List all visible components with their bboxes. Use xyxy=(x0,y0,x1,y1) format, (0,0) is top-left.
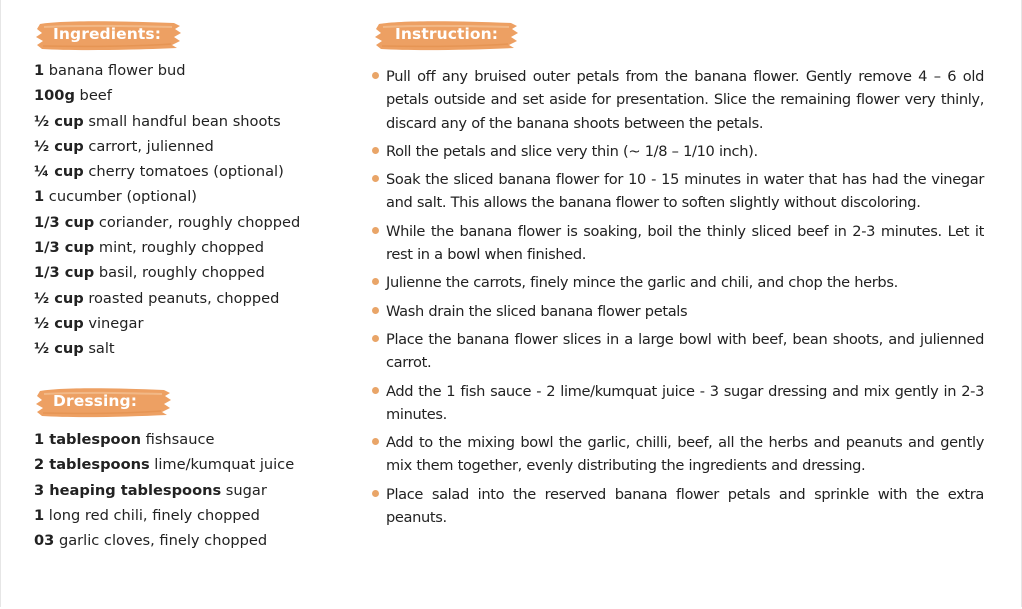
instruction-step-text: Add to the mixing bowl the garlic, chilli, beef, all the herbs and peanuts and gently mix them together, evenly distributing the ingredients and dressing. xyxy=(386,434,984,475)
ingredient-item-text: basil, roughly chopped xyxy=(94,264,265,282)
dressing-item xyxy=(34,503,294,528)
instruction-step xyxy=(372,380,984,427)
dressing-item-text: fishsauce xyxy=(140,431,215,448)
instruction-step-text: Julienne the carrots, finely mince the garlic and chili, and chop the herbs. xyxy=(386,274,898,292)
ingredient-item xyxy=(34,260,300,285)
instruction-step xyxy=(372,431,984,478)
bullet-dot-icon xyxy=(372,278,379,285)
ingredient-item-quantity: 1/3 cup xyxy=(34,239,95,257)
ingredient-item xyxy=(34,83,300,108)
ingredient-item-text: banana flower bud xyxy=(44,62,186,79)
ingredient-item xyxy=(34,134,300,159)
ingredient-item xyxy=(34,58,300,83)
dressing-item xyxy=(34,478,294,503)
instruction-step xyxy=(372,220,984,267)
ingredient-item-quantity: 1 xyxy=(34,188,45,206)
dressing-item-quantity: 2 tablespoons xyxy=(34,456,150,474)
ingredient-item xyxy=(34,336,300,361)
instruction-heading-badge xyxy=(373,18,521,52)
ingredient-item-text: cherry tomatoes (optional) xyxy=(83,163,284,181)
ingredient-item-text: salt xyxy=(83,340,115,358)
instruction-step xyxy=(372,300,984,323)
instruction-step-text: Pull off any bruised outer petals from the banana flower. Gently remove 4 – 6 old petals outside and set aside for presentation. Slice the remaining flower very thinly, discard any of the banana shoots between the petals. xyxy=(386,68,984,132)
instruction-heading: Instruction: xyxy=(395,25,499,43)
instruction-step-text: Place the banana flower slices in a large bowl with beef, bean shoots, and julienned carrot. xyxy=(386,330,984,372)
dressing-item-quantity: 1 xyxy=(34,506,45,524)
ingredient-item-text: carrort, julienned xyxy=(83,137,214,155)
bullet-dot-icon xyxy=(372,335,379,342)
ingredient-item-text: roasted peanuts, chopped xyxy=(83,289,280,307)
dressing-item-text: sugar xyxy=(221,481,267,499)
instruction-step xyxy=(372,168,984,215)
ingredient-item-text: coriander, roughly chopped xyxy=(94,213,301,231)
bullet-dot-icon xyxy=(372,438,379,445)
ingredient-item xyxy=(34,235,300,260)
dressing-item xyxy=(34,452,294,477)
ingredient-item xyxy=(34,109,300,134)
dressing-item-quantity: 3 heaping tablespoons xyxy=(34,481,222,499)
ingredient-item-text: cucumber (optional) xyxy=(44,188,197,206)
ingredient-item-quantity: 1/3 cup xyxy=(34,213,95,231)
instruction-step-text: Add the 1 fish sauce - 2 lime/kumquat juice - 3 sugar dressing and mix gently in 2-3 minutes. xyxy=(386,382,984,423)
ingredient-item-quantity: ¼ cup xyxy=(34,163,84,181)
bullet-dot-icon xyxy=(372,175,379,182)
instruction-step-text: Place salad into the reserved banana flower petals and sprinkle with the extra peanuts. xyxy=(386,485,984,527)
ingredient-item-quantity: 1 xyxy=(34,62,45,79)
ingredient-item-quantity: ½ cup xyxy=(34,289,84,307)
ingredient-item-text: beef xyxy=(74,87,112,105)
bullet-dot-icon xyxy=(372,227,379,234)
dressing-list xyxy=(34,427,294,553)
dressing-item-text: lime/kumquat juice xyxy=(149,456,295,474)
dressing-item-quantity: 03 xyxy=(34,532,55,550)
bullet-dot-icon xyxy=(372,490,379,497)
ingredient-item xyxy=(34,210,300,235)
ingredient-item-quantity: ½ cup xyxy=(34,314,84,332)
instruction-step-text: Wash drain the sliced banana flower petals xyxy=(386,302,688,320)
ingredient-item xyxy=(34,159,300,184)
bullet-dot-icon xyxy=(372,307,379,314)
instruction-step-text: While the banana flower is soaking, boil the thinly sliced beef in 2-3 minutes. Let it rest in a bowl when finished. xyxy=(386,222,984,264)
dressing-item xyxy=(34,528,294,553)
dressing-item-quantity: 1 tablespoon xyxy=(34,431,141,448)
ingredient-item-text: mint, roughly chopped xyxy=(94,239,265,257)
instruction-step-text: Roll the petals and slice very thin (~ 1/8 – 1/10 inch). xyxy=(386,142,758,160)
ingredients-heading-badge xyxy=(34,18,184,52)
dressing-item-text: long red chili, finely chopped xyxy=(44,506,260,524)
dressing-item-text: garlic cloves, finely chopped xyxy=(54,532,268,550)
dressing-heading-badge xyxy=(34,385,174,419)
instruction-step xyxy=(372,271,984,294)
ingredient-item-text: vinegar xyxy=(83,314,144,332)
ingredient-item xyxy=(34,184,300,209)
ingredient-item-quantity: 100g xyxy=(34,87,75,105)
ingredients-heading: Ingredients: xyxy=(53,25,162,43)
ingredient-item-quantity: ½ cup xyxy=(34,112,84,130)
instruction-step xyxy=(372,328,984,375)
ingredient-item xyxy=(34,311,300,336)
ingredients-list xyxy=(34,58,300,362)
ingredient-item xyxy=(34,286,300,311)
bullet-dot-icon xyxy=(372,147,379,154)
dressing-heading: Dressing: xyxy=(53,392,138,410)
bullet-dot-icon xyxy=(372,387,379,394)
ingredient-item-quantity: ½ cup xyxy=(34,137,84,155)
instruction-step-text: Soak the sliced banana flower for 10 - 15 minutes in water that has had the vinegar and salt. This allows the banana flower to soften slightly without discoloring. xyxy=(386,171,984,212)
instruction-step xyxy=(372,65,984,135)
instruction-step xyxy=(372,140,984,163)
ingredient-item-quantity: ½ cup xyxy=(34,340,84,358)
instruction-steps xyxy=(372,65,984,534)
ingredient-item-text: small handful bean shoots xyxy=(83,112,281,130)
bullet-dot-icon xyxy=(372,72,379,79)
instruction-step xyxy=(372,483,984,530)
ingredient-item-quantity: 1/3 cup xyxy=(34,264,95,282)
dressing-item xyxy=(34,427,294,452)
